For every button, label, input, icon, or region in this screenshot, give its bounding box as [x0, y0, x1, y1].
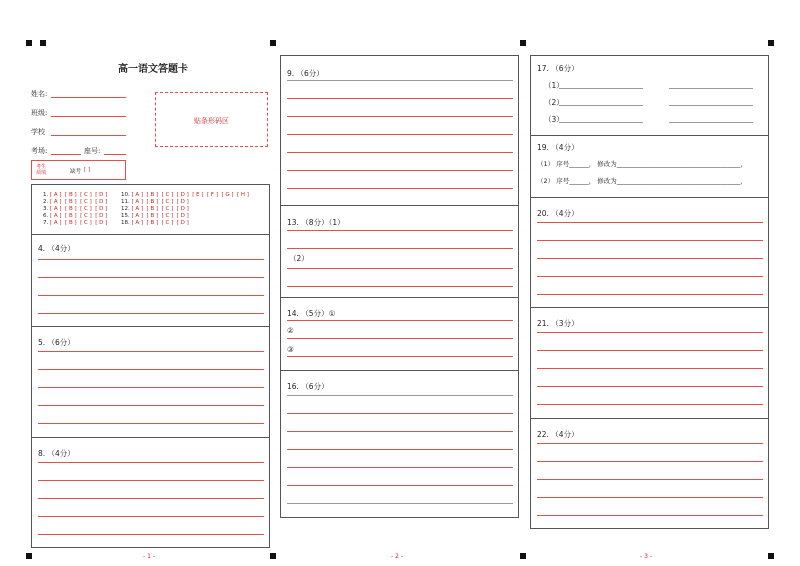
question-17-heading: 17. （6分）: [537, 64, 579, 73]
answer-line[interactable]: [537, 258, 763, 259]
question-8-heading: 8. （4分）: [38, 449, 75, 458]
question-14-section: [281, 297, 518, 354]
question-20-heading: 20. （4分）: [537, 209, 579, 218]
answer-line[interactable]: [287, 449, 513, 450]
school-field[interactable]: [51, 135, 126, 136]
answer-line[interactable]: [287, 152, 513, 153]
question-19-heading: 19. （4分）: [537, 143, 579, 152]
answer-line[interactable]: [287, 286, 513, 287]
choice-row[interactable]: 1. [ A ] [ B ] [ C ] [ D ]: [43, 192, 108, 198]
answer-box-col2: [280, 55, 519, 518]
question-21-section: [531, 307, 768, 328]
answer-line[interactable]: [287, 188, 513, 189]
answer-line[interactable]: [669, 88, 753, 89]
choice-row[interactable]: 6. [ A ] [ B ] [ C ] [ D ]: [43, 213, 108, 219]
answer-line[interactable]: [38, 462, 264, 463]
choice-row[interactable]: 7. [ A ] [ B ] [ C ] [ D ]: [43, 220, 108, 226]
answer-line[interactable]: [537, 386, 763, 387]
name-label: 姓名:: [31, 90, 48, 98]
answer-line[interactable]: [38, 259, 264, 260]
answer-box-col3: [530, 55, 769, 529]
answer-line[interactable]: [287, 503, 513, 504]
question-5-heading: 5. （6分）: [38, 338, 75, 347]
answer-line[interactable]: [537, 368, 763, 369]
question-4-section: [32, 234, 269, 253]
answer-line[interactable]: [38, 387, 264, 388]
registration-mark: [26, 553, 32, 559]
choice-row[interactable]: 10. [ A ] [ B ] [ C ] [ D ] [ E ] [ F ] [ G ] [ H ]: [121, 192, 249, 198]
answer-line[interactable]: [287, 467, 513, 468]
question-14-part-2: ②: [287, 326, 294, 335]
answer-line[interactable]: [38, 498, 264, 499]
choice-row[interactable]: 15. [ A ] [ B ] [ C ] [ D ]: [121, 213, 189, 219]
choice-row[interactable]: 18. [ A ] [ B ] [ C ] [ D ]: [121, 220, 189, 226]
answer-line[interactable]: [537, 276, 763, 277]
answer-line[interactable]: [287, 98, 513, 99]
question-9-heading: 9. （6分）: [287, 69, 324, 78]
page-title: 高一语文答题卡: [118, 64, 188, 75]
registration-mark: [520, 40, 526, 46]
answer-line[interactable]: [38, 351, 264, 352]
answer-line[interactable]: [537, 222, 763, 223]
answer-line[interactable]: [38, 313, 264, 314]
answer-line[interactable]: [537, 350, 763, 351]
answer-line[interactable]: [38, 516, 264, 517]
registration-mark: [768, 40, 774, 46]
question-14-part-3: ③: [287, 345, 294, 354]
question-13-heading: 13. （8分）（1）: [287, 218, 345, 227]
notice-box: [31, 160, 126, 180]
answer-line[interactable]: [287, 338, 513, 339]
answer-line[interactable]: [669, 122, 753, 123]
answer-line[interactable]: [38, 369, 264, 370]
seat-label: 座号:: [84, 147, 101, 155]
answer-line[interactable]: [537, 461, 763, 462]
question-13-section: [281, 205, 518, 263]
question-19-section: [531, 135, 768, 185]
answer-line[interactable]: [537, 497, 763, 498]
page-number-2: - 2 -: [391, 553, 403, 560]
question-8-section: [32, 437, 269, 458]
school-label: 学校: [31, 128, 45, 136]
answer-line[interactable]: [669, 105, 753, 106]
answer-line[interactable]: [287, 320, 513, 321]
answer-line[interactable]: [559, 122, 643, 123]
class-label: 班级:: [31, 109, 48, 117]
answer-line[interactable]: [537, 479, 763, 480]
answer-line[interactable]: [38, 405, 264, 406]
exam-room-field[interactable]: [51, 154, 81, 155]
registration-mark: [26, 40, 32, 46]
question-19-part-1[interactable]: （1） 序号______， 修改为______________________________________，: [537, 160, 747, 168]
answer-line[interactable]: [287, 230, 513, 231]
barcode-area: [155, 92, 268, 147]
answer-line[interactable]: [38, 480, 264, 481]
question-21-heading: 21. （3分）: [537, 319, 579, 328]
answer-line[interactable]: [287, 80, 513, 81]
question-17-part-3: （3）: [544, 115, 564, 124]
question-16-heading: 16. （6分）: [287, 382, 329, 391]
question-4-heading: 4. （4分）: [38, 244, 75, 253]
answer-line[interactable]: [537, 294, 763, 295]
exam-room-label: 考场:: [31, 147, 48, 155]
seat-field[interactable]: [104, 154, 126, 155]
answer-line[interactable]: [537, 240, 763, 241]
answer-line[interactable]: [537, 404, 763, 405]
registration-mark: [270, 553, 276, 559]
absent-label: 缺考: [70, 169, 82, 175]
answer-line[interactable]: [287, 431, 513, 432]
page-number-3: - 3 -: [640, 553, 652, 560]
question-5-section: [32, 326, 269, 347]
question-19-part-2[interactable]: （2） 序号______， 修改为______________________________________，: [537, 177, 747, 185]
question-17-part-1: （1）: [544, 81, 564, 90]
answer-line[interactable]: [537, 443, 763, 444]
answer-line[interactable]: [287, 395, 513, 396]
question-22-section: [531, 418, 768, 439]
name-field[interactable]: [51, 97, 126, 98]
answer-line[interactable]: [287, 485, 513, 486]
answer-line[interactable]: [287, 116, 513, 117]
page-number-1: - 1 -: [143, 553, 155, 560]
question-13-part-2: （2）: [289, 254, 309, 263]
answer-line[interactable]: [287, 170, 513, 171]
answer-line[interactable]: [537, 515, 763, 516]
question-14-heading: 14. （5分）①: [287, 309, 336, 318]
barcode-label: 贴条形码区: [194, 117, 229, 125]
answer-line[interactable]: [38, 277, 264, 278]
answer-line[interactable]: [287, 248, 513, 249]
answer-line[interactable]: [559, 88, 643, 89]
answer-line[interactable]: [559, 105, 643, 106]
registration-mark: [768, 553, 774, 559]
answer-line[interactable]: [38, 295, 264, 296]
notice-label: 考生 须填: [36, 164, 47, 176]
question-16-section: [281, 370, 518, 391]
answer-line[interactable]: [38, 534, 264, 535]
question-20-section: [531, 197, 768, 218]
answer-box-col1: [31, 184, 270, 548]
question-17-part-2: （2）: [544, 98, 564, 107]
registration-mark: [520, 553, 526, 559]
answer-line[interactable]: [287, 134, 513, 135]
absent-checkbox[interactable]: [ ]: [84, 167, 91, 173]
choice-row[interactable]: 12. [ A ] [ B ] [ C ] [ D ]: [121, 206, 189, 212]
choice-row[interactable]: 11. [ A ] [ B ] [ C ] [ D ]: [121, 199, 189, 205]
answer-line[interactable]: [287, 413, 513, 414]
answer-line[interactable]: [537, 332, 763, 333]
answer-line[interactable]: [38, 423, 264, 424]
choice-row[interactable]: 3. [ A ] [ B ] [ C ] [ D ]: [43, 206, 108, 212]
choice-row[interactable]: 2. [ A ] [ B ] [ C ] [ D ]: [43, 199, 108, 205]
class-field[interactable]: [51, 116, 126, 117]
registration-mark: [270, 40, 276, 46]
registration-mark: [40, 40, 46, 46]
answer-line[interactable]: [287, 268, 513, 269]
question-22-heading: 22. （4分）: [537, 430, 579, 439]
answer-line[interactable]: [287, 356, 513, 357]
